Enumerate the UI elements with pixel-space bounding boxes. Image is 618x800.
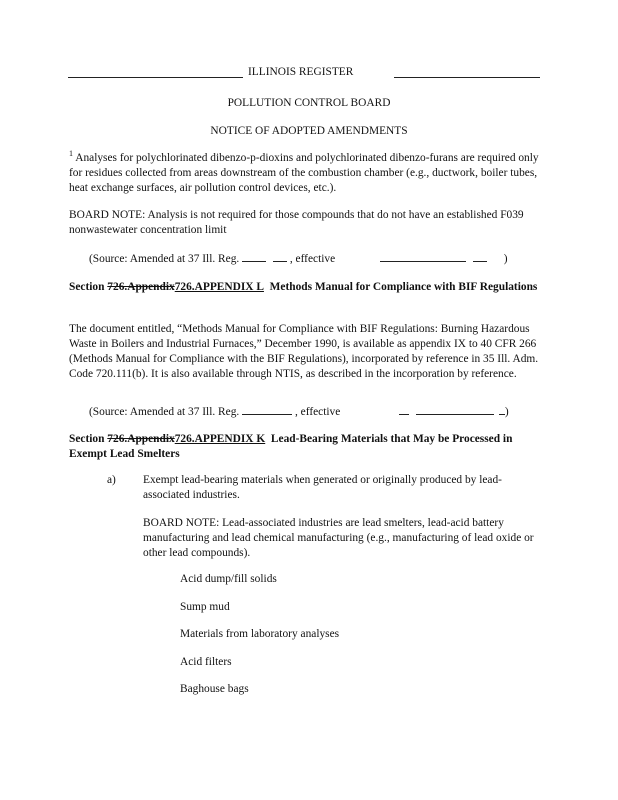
section-l-struck: 726.Appendix (107, 281, 175, 293)
register-title: ILLINOIS REGISTER (248, 66, 354, 78)
source-1-end: ) (503, 253, 508, 265)
section-l-title: Methods Manual for Compliance with BIF Regulations (269, 281, 538, 293)
source-2-date-blank (399, 404, 409, 415)
source-2-end: ) (504, 406, 509, 418)
header-rule-right (394, 77, 540, 78)
source-line-2 (89, 404, 509, 420)
item-a-text: Exempt lead-bearing materials when generated or originally produced by lead-associated industries. (143, 474, 502, 501)
board-title: POLLUTION CONTROL BOARD (227, 97, 391, 109)
section-l-number: 726.APPENDIX L (174, 281, 264, 293)
material-item: Acid filters (180, 656, 232, 668)
board-note-2: BOARD NOTE: Lead-associated industries are lead smelters, lead-acid battery manufacturing and lead chemical manufacturing (e.g., manufacturing of lead oxide or other lead compounds). (143, 517, 534, 559)
section-k-title: Lead-Bearing Materials that May be Processed in Exempt Lead Smelters (69, 433, 513, 460)
source-1-reg-blank-2 (273, 251, 287, 262)
section-k-heading (69, 432, 539, 462)
source-1-date-blank (380, 251, 466, 262)
source-1-date-blank-2 (473, 251, 487, 262)
material-item: Sump mud (180, 601, 230, 613)
section-l-heading (69, 280, 539, 295)
material-item: Acid dump/fill solids (180, 573, 277, 585)
material-item: Baghouse bags (180, 683, 249, 695)
item-a-marker: a) (107, 474, 116, 486)
source-2-mid: , effective (294, 406, 341, 418)
section-k-struck: 726.Appendix (107, 433, 175, 445)
section-l-body: The document entitled, “Methods Manual for Compliance with BIF Regulations: Burning Hazardous Waste in Boilers and Industrial Furnaces,” December 1990, is available as appendix IX to 40 CFR 266 (Methods Manual for Compliance with the BIF Regulations), incorporated by reference in 35 Ill. Adm. Code 720.111(b). It is also available through NTIS, as described in the incorporation by reference. (69, 323, 539, 380)
board-note-1: BOARD NOTE: Analysis is not required for those compounds that do not have an established F039 nonwastewater concentration limit (69, 209, 524, 236)
section-k-label: Section (69, 433, 105, 445)
header-rule-left (68, 77, 243, 78)
source-2-prefix: (Source: Amended at 37 Ill. Reg. (89, 406, 240, 418)
source-1-mid: , effective (289, 253, 336, 265)
section-k-number: 726.APPENDIX K (174, 433, 266, 445)
source-1-prefix: (Source: Amended at 37 Ill. Reg. (89, 253, 240, 265)
source-1-reg-blank (242, 251, 266, 262)
notice-title: NOTICE OF ADOPTED AMENDMENTS (210, 125, 408, 137)
source-line-1 (89, 251, 508, 267)
section-l-label: Section (69, 281, 105, 293)
footnote-text: Analyses for polychlorinated dibenzo-p-dioxins and polychlorinated dibenzo-furans are required only for residues collected from areas downstream of the combustion chamber (e.g., ductwork, boiler tubes, heat exchange surfaces, air pollution control devices, etc.). (69, 152, 539, 194)
footnote-marker: 1 (69, 149, 73, 159)
source-2-reg-blank (242, 404, 292, 415)
footnote (69, 151, 547, 196)
source-2-date-blank-2 (416, 404, 494, 415)
material-item: Materials from laboratory analyses (180, 628, 340, 640)
